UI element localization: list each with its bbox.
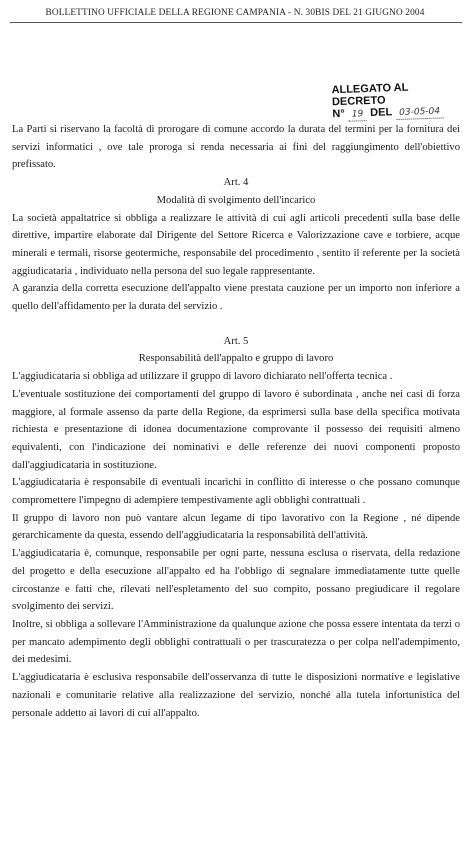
section-gap	[12, 316, 460, 333]
art5-paragraph: L'aggiudicataria è responsabile di eventuali incarichi in conflitto di interesse o che possano comunque compromettere l'impegno di adempiere tempestivamente agli obblighi contrattuali .	[12, 477, 460, 507]
decree-stamp	[331, 80, 464, 123]
art5-paragraph: L'eventuale sostituzione dei comportamenti del gruppo di lavoro è subordinata , anche nei casi di forza maggiore, al formale assenso da parte della Regione, da esprimersi sulla base della specifica motivata richiesta e presentazione di idonea documentazione comprovante il possesso dei requisiti almeno equivalenti, con l'indicazione dei nominativi e delle referenze dei nuovi componenti proposto dall'aggiudicataria in sostituzione.	[12, 388, 460, 471]
art5-paragraph: Inoltre, si obbliga a sollevare l'Amministrazione da qualunque azione che possa essere intentata da terzi o per mancato adempimento degli obblighi contrattuali o per trascuratezza o per colpa nell'adempimento, dei medesimi.	[12, 618, 460, 666]
art4-title: Art. 4	[223, 177, 249, 189]
art5-paragraph: L'aggiudicataria si obbliga ad utilizzare il gruppo di lavoro dichiarato nell'offerta tecnica .	[12, 371, 393, 383]
art5-paragraph: L'aggiudicataria è esclusiva responsabile dell'osservanza di tutte le disposizioni normative e legislative nazionali e comunitarie relative alla realizzazione del servizio, nonché alla tutela infortunistica del personale addetto ai lavori di cui all'appalto.	[12, 672, 460, 719]
art4-paragraph: A garanzia della corretta esecuzione dell'appalto viene prestata cauzione per un importo non inferiore a quello dell'affidamento per la durata del servizio .	[12, 283, 460, 313]
stamp-date-value: 03-05-04	[396, 105, 443, 120]
art4-paragraph: La società appaltatrice si obbliga a realizzare le attività di cui agli articoli precedenti sulla base delle direttive, impartire elaborate dal Dirigente del Settore Ricerca e Valorizzazione cave e torbiere, acque minerali e termali, risorse geotermiche, responsabile del procedimento , sentito il referente per la società aggiudicataria , individuato nella persona del suo legale rappresentante.	[12, 212, 460, 277]
art5-paragraph: Il gruppo di lavoro non può vantare alcun legame di tipo lavorativo con la Regione , né dipende gerarchicamente da questa, essendo dell'aggiudicataria la responsabilità dell'attività.	[12, 512, 460, 542]
art5-title: Art. 5	[223, 335, 249, 347]
intro-paragraph: La Parti si riservano la facoltà di prorogare di comune accordo la durata del termini per la fornitura dei servizi informatici , ove tale proroga si renda necessaria ai fini del raggiungimento dell'obiettivo prefissato.	[12, 124, 460, 171]
header-rule	[10, 22, 462, 23]
stamp-title: ALLEGATO AL DECRETO	[331, 81, 409, 109]
stamp-date-label: DEL	[369, 106, 393, 119]
stamp-number-label: N°	[332, 107, 345, 121]
bulletin-header: BOLLETTINO UFFICIALE DELLA REGIONE CAMPANIA - N. 30BIS DEL 21 GIUGNO 2004	[45, 8, 425, 18]
art4-subtitle: Modalità di svolgimento dell'incarico	[156, 194, 316, 206]
art5-subtitle: Responsabilità dell'appalto e gruppo di lavoro	[138, 353, 334, 365]
document-body	[12, 121, 460, 722]
art5-paragraph: L'aggiudicataria è, comunque, responsabile per ogni parte, nessuna esclusa o riservata, della redazione del progetto e della esecuzione all'appalto ed ha l'obbligo di segnalare immediatamente tutte quelle circostanze e fatti che, rilevati nell'espletamento del suo compito, possano pregiudicare il regolare svolgimento dei servizi.	[12, 548, 460, 613]
stamp-number-value: 19	[349, 108, 367, 122]
